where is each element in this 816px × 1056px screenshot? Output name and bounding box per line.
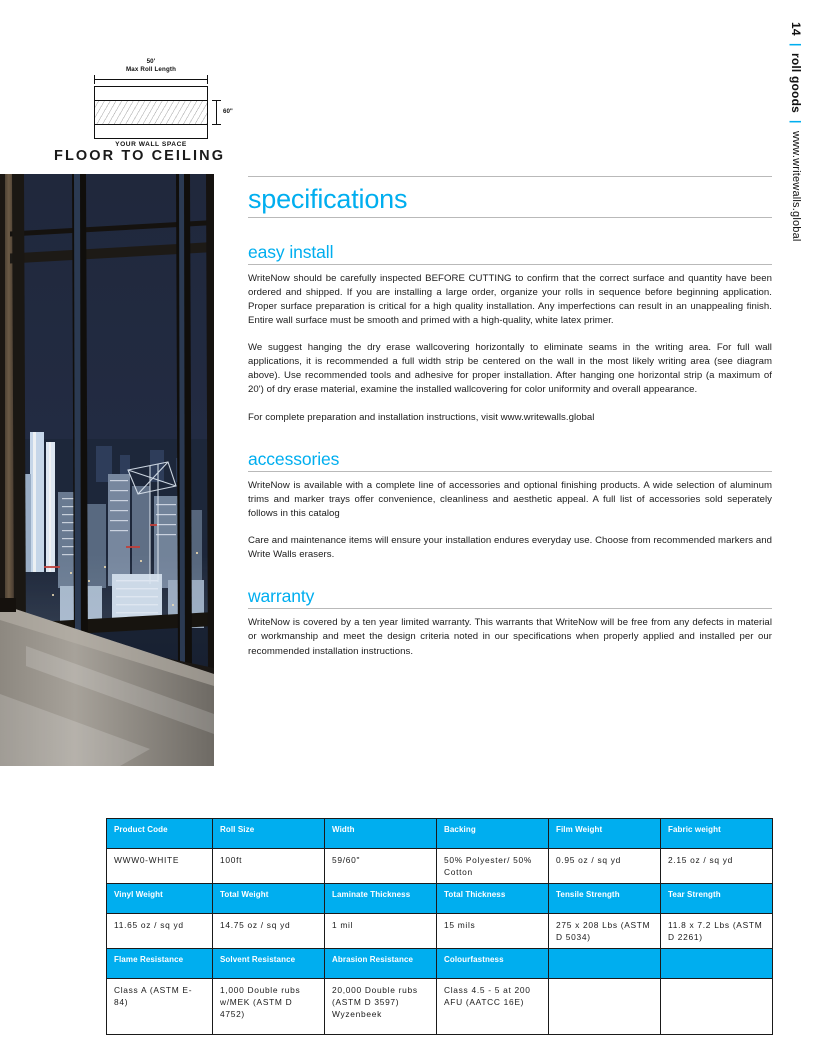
table-cell: 11.8 x 7.2 Lbs (ASTM D 2261): [661, 914, 773, 949]
diagram-band-hatched: [95, 100, 207, 125]
table-cell: 11.65 oz / sq yd: [107, 914, 213, 949]
table-cell: 15 mils: [437, 914, 549, 949]
section-name: roll goods: [789, 53, 803, 114]
diagram-top-dimension-value: 50': [146, 58, 156, 65]
table-row: [107, 849, 773, 884]
table-row: [107, 979, 773, 1035]
paragraph-easy-install-1: WriteNow should be carefully inspected BEFORE CUTTING to confirm that the correct surface and quantity have been ordered and shipped. If you are installing a large order, organize your rolls in sequence before beginning application. Proper surface preparation is critical for a high quality installation. Any imperfections can result in an unappealing finish. Entire wall surface must be smooth and primed with a high-quality, white latex primer.: [248, 272, 772, 327]
table-cell: 100ft: [213, 849, 325, 884]
table-header-row-3: [107, 949, 773, 979]
diagram-band-bottom: [95, 125, 207, 138]
table-header-cell: Flame Resistance: [107, 949, 213, 979]
running-head-separator-2: |: [789, 120, 803, 124]
section-accessories: [248, 449, 772, 563]
page-title-rule-top: [248, 176, 772, 177]
table-header-cell: Total Weight: [213, 884, 325, 914]
paragraph-accessories-2: Care and maintenance items will ensure your installation endures everyday use. Choose from recommended markers and Write Walls erasers.: [248, 535, 772, 561]
table-header-cell: Abrasion Resistance: [325, 949, 437, 979]
table-header-cell: Total Thickness: [437, 884, 549, 914]
diagram-height-dimension: [211, 100, 235, 125]
section-heading-accessories: accessories: [248, 448, 340, 469]
floor-to-ceiling-title: FLOOR TO CEILING: [54, 148, 226, 164]
diagram-wall-caption: YOUR WALL SPACE: [115, 140, 187, 148]
page-title-rule-bottom: [248, 217, 772, 218]
table-cell-empty: [661, 979, 773, 1035]
table-header-cell: Colourfastness: [437, 949, 549, 979]
table-cell: 275 x 208 Lbs (ASTM D 5034): [549, 914, 661, 949]
section-rule-accessories: [248, 471, 772, 472]
table-cell: WWW0-WHITE: [107, 849, 213, 884]
table-cell: 14.75 oz / sq yd: [213, 914, 325, 949]
diagram-height-dimension-label: 60": [223, 107, 233, 115]
table-header-cell: Laminate Thickness: [325, 884, 437, 914]
diagram-top-dimension-label: Max Roll Length: [125, 65, 177, 73]
diagram-wall-box: [94, 86, 233, 139]
section-easy-install: [248, 242, 772, 425]
table-header-cell: Width: [325, 819, 437, 849]
table-header-row-1: [107, 819, 773, 849]
website-url: www.writewalls.global: [790, 130, 802, 242]
section-warranty: [248, 586, 772, 658]
table-header-cell: Solvent Resistance: [213, 949, 325, 979]
table-cell: 20,000 Double rubs (ASTM D 3597) Wyzenbeek: [325, 979, 437, 1035]
section-heading-easy-install: easy install: [248, 241, 334, 262]
table-header-cell-empty: [661, 949, 773, 979]
table-header-cell: Tensile Strength: [549, 884, 661, 914]
section-heading-warranty: warranty: [248, 586, 315, 607]
page-title: specifications: [248, 184, 408, 214]
specifications-table: [106, 818, 773, 1035]
table-header-row-2: [107, 884, 773, 914]
photo-artwork: [0, 174, 214, 766]
table-header-cell: Tear Strength: [661, 884, 773, 914]
table-cell: 2.15 oz / sq yd: [661, 849, 773, 884]
paragraph-warranty-1: WriteNow is covered by a ten year limited warranty. This warrants that WriteNow will be free from any defects in material or workmanship and meet the design criteria noted in our specifications when properly applied and installed per our recommended installation instructions.: [248, 617, 772, 657]
running-head: [776, 22, 816, 322]
table-header-cell: Product Code: [107, 819, 213, 849]
table-header-cell: Film Weight: [549, 819, 661, 849]
table-cell: 0.95 oz / sq yd: [549, 849, 661, 884]
specifications-content: [248, 176, 772, 659]
table-cell: 50% Polyester/ 50% Cotton: [437, 849, 549, 884]
table-cell: 1 mil: [325, 914, 437, 949]
table-header-cell: Backing: [437, 819, 549, 849]
section-rule-easy-install: [248, 264, 772, 265]
table-header-cell: Fabric weight: [661, 819, 773, 849]
table-header-cell: Vinyl Weight: [107, 884, 213, 914]
table-row: [107, 914, 773, 949]
diagram-band-top: [95, 87, 207, 100]
diagram-width-arrow: [94, 75, 208, 84]
interior-window-photo: [0, 174, 214, 766]
paragraph-easy-install-3: For complete preparation and installation instructions, visit www.writewalls.global: [248, 411, 595, 423]
running-head-separator-1: |: [789, 42, 803, 47]
table-cell-empty: [549, 979, 661, 1035]
diagram-top-dimension: [76, 58, 226, 74]
page-number: 14: [789, 22, 803, 36]
table-cell: 59/60": [325, 849, 437, 884]
table-cell: 1,000 Double rubs w/MEK (ASTM D 4752): [213, 979, 325, 1035]
paragraph-easy-install-2: We suggest hanging the dry erase wallcovering horizontally to eliminate seams in the writing area. For full wall applications, it is recommended a full width strip be centered on the wall in the most likely writing area (see diagram above). Use recommended tools and adhesive for proper installation. After hanging one horizontal strip (a maximum of 20') of dry erase material, examine the installed wallcovering for color uniformity and overall appearance.: [248, 342, 772, 396]
table-cell: Class 4.5 - 5 at 200 AFU (AATCC 16E): [437, 979, 549, 1035]
table-header-cell-empty: [549, 949, 661, 979]
paragraph-accessories-1: WriteNow is available with a complete line of accessories and optional finishing products. A wide selection of aluminum trims and marker trays offer convenience, cleanliness and aesthetic appeal. A full list of accessories sold seperately follows in this catalog: [248, 479, 772, 519]
table-cell: Class A (ASTM E-84): [107, 979, 213, 1035]
table-header-cell: Roll Size: [213, 819, 325, 849]
section-rule-warranty: [248, 608, 772, 609]
roll-coverage-diagram: [76, 58, 233, 148]
